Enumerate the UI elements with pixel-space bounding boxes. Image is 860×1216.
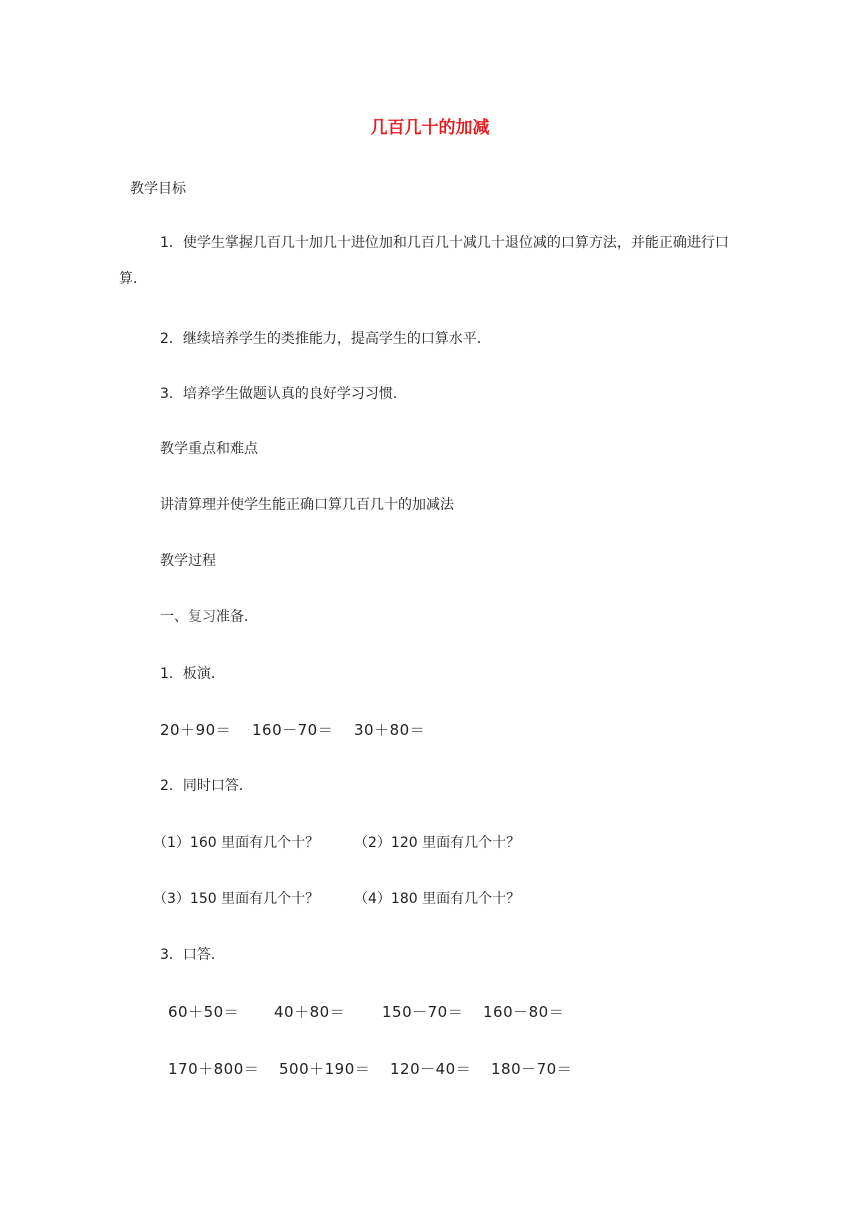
board-expr-2: 160－70＝ xyxy=(252,721,334,739)
goal-1-text: ．使学生掌握几百几十加几十进位加和几百几十减几十退位减的口算方法，并能正确进行口算． xyxy=(119,235,729,287)
goal-1 xyxy=(119,225,739,297)
oral-expr-7: 120－40＝ xyxy=(390,1060,472,1078)
key-points-heading: 教学重点和难点 xyxy=(160,441,258,457)
step-2 xyxy=(160,777,253,795)
board-expr-3: 30＋80＝ xyxy=(354,721,426,739)
goal-2-number: 2 xyxy=(160,331,169,347)
step-3 xyxy=(160,946,225,964)
step-2-number: 2 xyxy=(160,778,169,794)
oral-expr-6: 500＋190＝ xyxy=(279,1060,371,1078)
step-1 xyxy=(160,665,225,683)
question-3: （3）150 里面有几个十？ xyxy=(153,891,320,907)
step-2-text: ．同时口答． xyxy=(168,778,253,794)
goal-3-text: ．培养学生做题认真的良好学习习惯． xyxy=(168,386,407,402)
step-3-number: 3 xyxy=(160,947,169,963)
goal-3 xyxy=(160,385,407,403)
section-review xyxy=(160,608,258,626)
review-link[interactable]: 复习 xyxy=(188,609,216,625)
step-3-text: ．口答． xyxy=(168,947,225,963)
key-points-text: 讲清算理并使学生能正确口算几百几十的加减法 xyxy=(160,497,454,513)
oral-expr-4: 160－80＝ xyxy=(483,1003,565,1021)
document-title: 几百几十的加减 xyxy=(370,118,490,138)
process-heading: 教学过程 xyxy=(160,553,216,569)
oral-expr-5: 170＋800＝ xyxy=(168,1060,260,1078)
question-1: （1）160 里面有几个十？ xyxy=(153,835,320,851)
oral-expr-1: 60＋50＝ xyxy=(168,1003,240,1021)
section-review-suffix: 准备． xyxy=(216,609,258,625)
oral-expr-2: 40＋80＝ xyxy=(274,1003,346,1021)
question-2: （2）120 里面有几个十？ xyxy=(354,835,521,851)
oral-expr-8: 180－70＝ xyxy=(491,1060,573,1078)
goals-heading: 教学目标 xyxy=(130,181,186,197)
goal-3-number: 3 xyxy=(160,386,169,402)
goal-2 xyxy=(160,330,491,348)
section-review-prefix: 一、 xyxy=(160,609,188,625)
goal-2-text: ．继续培养学生的类推能力，提高学生的口算水平． xyxy=(168,331,491,347)
goal-1-number: 1 xyxy=(160,235,169,251)
board-expr-1: 20＋90＝ xyxy=(160,721,232,739)
step-1-number: 1 xyxy=(160,666,169,682)
question-4: （4）180 里面有几个十？ xyxy=(354,891,521,907)
oral-expr-3: 150－70＝ xyxy=(382,1003,464,1021)
step-1-text: ．板演． xyxy=(168,666,225,682)
